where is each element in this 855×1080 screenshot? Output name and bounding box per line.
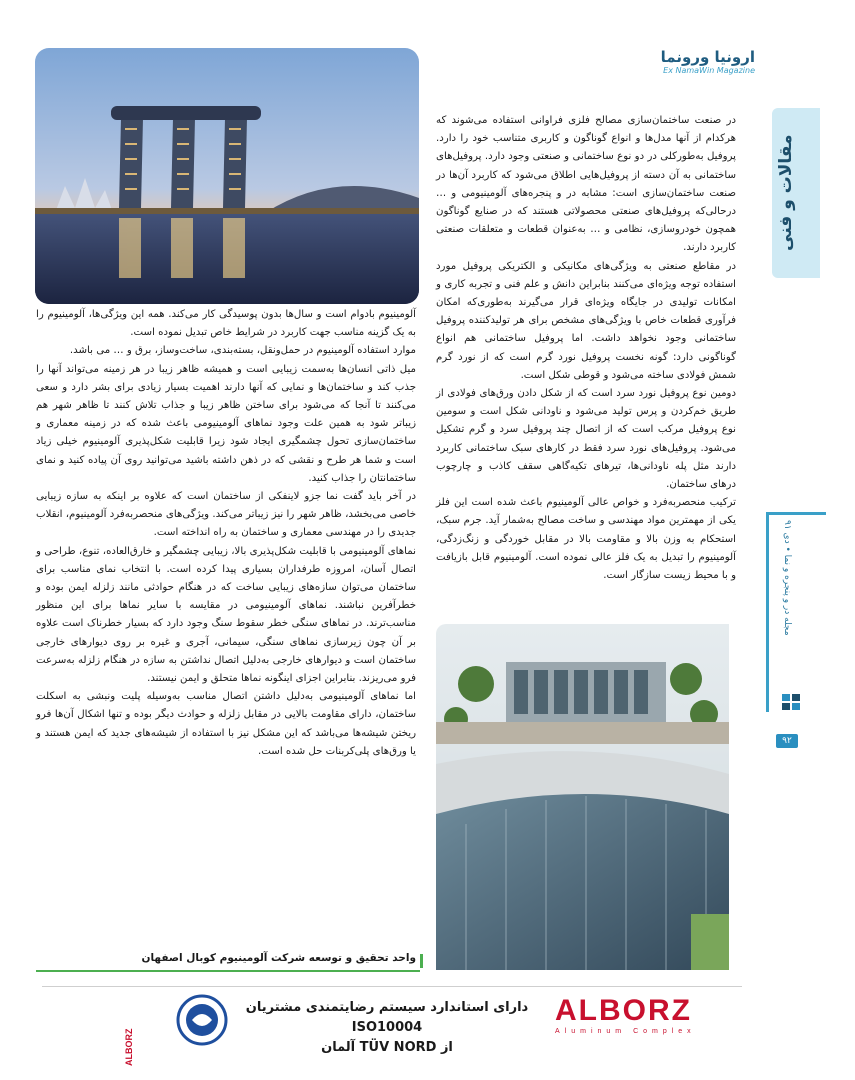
ad-line-2: از TÜV NORD آلمان <box>321 1040 453 1055</box>
tuv-nord-seal-icon <box>176 994 228 1046</box>
ad-side-brand: ALBORZ <box>124 1028 134 1066</box>
paragraph: میل ذاتی انسان‌ها به‌سمت زیبایی است و همیشه ظاهر زیبا در هر زمینه می‌تواند آنها را جذب کند و ساختمان‌ها و نمایی که آنها دارند اهمیت بسیار زیادی برای بشر دارد و سعی می‌کنند تا آنجا که می‌شود برای ساختن ظاهر زیبا و جذاب تلاش کنند تا ظاهر شهر هم زیباتر شود به همین علت وجود نماهای آلومینیومی باعث شده که در زمینه معماری و ساختمان‌سازی تحول چشمگیری ایجاد شود زیرا قابلیت شکل‌پذیری آلومینیوم خیلی زیاد است و شما هر طرح و نقشی که در ذهن داشته باشید می‌توانید روی آن پیاده کنید و نمای ساختمانتان را جذاب کنید. <box>36 363 416 484</box>
side-accent-line-top <box>766 512 826 515</box>
magazine-logo <box>635 48 755 82</box>
paragraph: اما نماهای آلومینیومی به‌دلیل داشتن اتصال مناسب به‌وسیله پلیت ونبشی به اسکلت ساختمان، دارای مقاومت بالایی در مقابل زلزله و حوادث دیگر بوده و تنها اشکال آن‌ها فرو ریختن شیشه‌ها می‌باشد که این مشکل نیز با استفاده از شیشه‌های جدید که ایمن هستند و یا ورق‌های پلی‌کربنات حل شده است. <box>36 691 416 757</box>
section-tab <box>772 108 820 278</box>
alborz-logo <box>555 994 730 1056</box>
ad-line-1: دارای استاندارد سیستم رضایتمندی مشتریان ISO10004 <box>245 1000 529 1035</box>
paragraph: ترکیب منحصربه‌فرد و خواص عالی آلومینیوم باعث شده است این فلز یکی از مهمترین مواد مهندسی و ساخت مصالح به‌شمار آید. جرم سبک، استحکام به وزن بالا و مقاومت بالا در مقابل خوردگی و زنگ‌زدگی، آلومینیوم را تبدیل به یک فلز عالی نموده است. آلومینیوم قابل بازیافت و با محیط زیست سازگار است. <box>436 497 736 582</box>
credit-accent <box>420 954 423 968</box>
paragraph: در آخر باید گفت نما جزو لاینفکی از ساختمان است که علاوه بر اینکه به سازه زیبایی خاصی می‌بخشد، ظاهر شهر را نیز زیباتر می‌کند. ویژگی‌های منحصربه‌فرد آلومینیوم، انقلاب جدیدی را در مهندسی معماری و ساختمان به راه انداخته است. <box>36 491 416 539</box>
ad-text <box>232 998 542 1058</box>
paragraph: در مقاطع صنعتی به ویژگی‌های مکانیکی و الکتریکی پروفیل مورد استفاده توجه ویژه‌ای می‌کنند بنابراین دانش و علم فنی و تجربه کاری و امکانات تولیدی در جایگاه ویژه‌ای قرار می‌گیرند به‌طوری‌که امکان فرآوری قطعات خاص با ویژگی‌های مشخص برای هر تولیدکننده پروفیل ساختمانی وجود نخواهد داشت. اما پروفیل ساختمانی هم انواع گوناگونی دارد: گونه نخست پروفیل نورد گرم است که از نورد گرم شمش فولادی ساخته می‌شود و قوطی شکل است. <box>436 260 736 381</box>
paragraph: دومین نوع پروفیل نورد سرد است که از شکل دادن ورق‌های فولادی از طریق خم‌کردن و پرس تولید می‌شود و ناودانی شکل است و سومین نوع پروفیل مرکب است که از اتصال چند پروفیل سرد و گرم تشکیل می‌شود. پروفیل‌های نورد سرد فقط در کارهای سبک ساختمانی کاربرد دارند مثل پله ناودانی‌ها، تیرهای تکیه‌گاهی سقف کاذب و چارچوب درهای ساختمان. <box>436 388 736 491</box>
article-left-column <box>36 306 416 761</box>
paragraph: موارد استفاده آلومینیوم در حمل‌ونقل، بسته‌بندی، ساخت‌وساز، برق و … می باشد. <box>69 345 416 357</box>
paragraph: آلومینیوم بادوام است و سال‌ها بدون پوسیدگی کار می‌کند. همه این ویژگی‌ها، آلومینیوم را به یک گزینه مناسب جهت کاربرد در شرایط خاص تبدیل نموده است. <box>36 309 416 339</box>
magazine-logo-fa: ارونیا ورونما <box>660 48 755 66</box>
window-logo-icon <box>780 690 802 712</box>
article-credit: واحد تحقیق و توسعه شرکت آلومینیوم کوبال اصفهان <box>141 952 416 964</box>
alborz-brand: ALBORZ <box>555 994 692 1027</box>
paragraph: در صنعت ساختمان‌سازی مصالح فلزی فراوانی استفاده می‌شوند که هرکدام از آنها مدل‌ها و انواع گوناگون و کاربری متناسب خود را دارد. پروفیل به‌طورکلی در دو نوع ساختمانی و صنعتی وجود دارد. پروفیل‌های ساختمانی به آن دسته از پروفیل‌هایی اطلاق می‌شود که کاربرد آن‌ها در صنعت ساختمان‌سازی است: مشابه در و پنجره‌های آلومینیومی و … درحالی‌که پروفیل‌های صنعتی محصولاتی هستند که در صنایع گوناگون همچون خودروسازی، نظامی و … به‌عنوان قطعات و متعلقات صنعتی کاربرد دارند. <box>436 115 736 254</box>
side-accent-line <box>766 512 769 712</box>
magazine-issue-label: مجله در و پنجره و نما • دی ۹۱ <box>782 520 792 636</box>
marina-bay-sands-photo <box>35 48 419 304</box>
paragraph: نماهای آلومینیومی با قابلیت شکل‌پذیری بالا، زیبایی چشمگیر و خارق‌العاده، تنوع، طراحی و اتصال آسان، امروزه طرفداران بسیاری پیدا کرده است. با انتخاب نمای مناسب برای ساختمان می‌توان سازه‌های زیبایی ساخت که در هنگام حوادثی مانند زلزله ایمن بوده و خطرآفرین نباشند. نماهای آلومینیومی در مقایسه با سایر نماها برای این منظور مناسب‌ترند. در نماهای سنگی خطر سقوط سنگ وجود دارد که بسیار خطرناک است علاوه بر آن چون زیرسازی نماهای سنگی، سیمانی، آجری و غیره بر روی دیوارهای خارجی ساختمان است و دیوارهای خارجی به‌دلیل اتصال نداشتن به سازه در هنگام زلزله به‌سرعت فرو می‌ریزند. بنابراین اجزای اینگونه نماها متحلق و ایمن نیستند. <box>36 545 416 685</box>
alborz-subtitle: Aluminum Complex <box>555 1028 696 1035</box>
section-title: مقالات و فنی <box>776 134 796 252</box>
article-right-column <box>436 112 736 585</box>
rooftop-detail-photo <box>436 624 729 970</box>
green-divider <box>36 970 420 972</box>
page-number: ۹۲ <box>776 734 798 748</box>
magazine-logo-en: Ex NamaWin Magazine <box>663 66 755 75</box>
ad-divider <box>42 986 742 987</box>
